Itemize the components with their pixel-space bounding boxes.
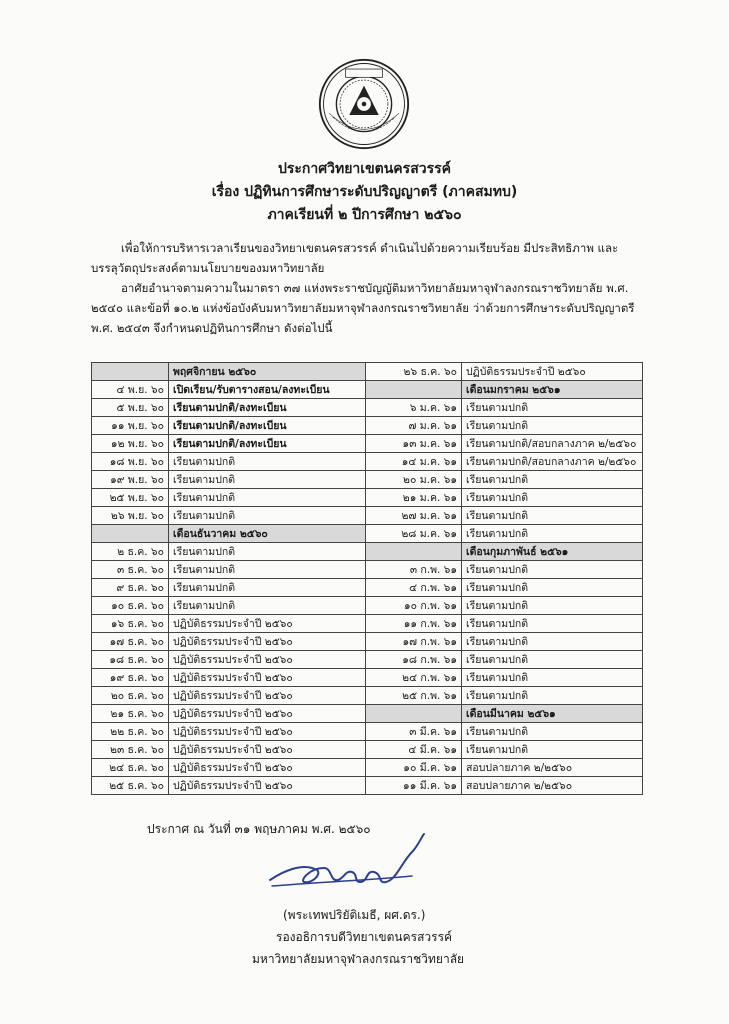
right-date-cell: ๑๗ ก.พ. ๖๑ [366,633,462,651]
right-date-cell: ๗ ม.ค. ๖๑ [366,417,462,435]
left-activity-cell: ปฏิบัติธรรมประจำปี ๒๕๖๐ [169,777,366,795]
right-activity-cell: เรียนตามปกติ [462,741,643,759]
right-date-cell: ๓ มี.ค. ๖๑ [366,723,462,741]
left-activity-cell: ปฏิบัติธรรมประจำปี ๒๕๖๐ [169,651,366,669]
table-row [92,399,643,417]
table-row [92,669,643,687]
left-date-cell: ๒๑ ธ.ค. ๖๐ [92,705,169,723]
left-activity-cell: เรียนตามปกติ [169,471,366,489]
academic-calendar-table [91,362,643,795]
left-date-cell: ๑๑ พ.ย. ๖๐ [92,417,169,435]
right-activity-cell: สอบปลายภาค ๒/๒๕๖๐ [462,777,643,795]
table-row [92,507,643,525]
right-date-cell: ๑๐ มี.ค. ๖๑ [366,759,462,777]
left-activity-cell: เรียนตามปกติ [169,507,366,525]
university-name: มหาวิทยาลัยมหาจุฬาลงกรณราชวิทยาลัย [252,952,465,966]
right-activity-cell: เรียนตามปกติ/สอบกลางภาค ๒/๒๕๖๐ [462,435,643,453]
right-activity-cell: เรียนตามปกติ [462,525,643,543]
intro-line: เพื่อให้การบริหารเวลาเรียนของวิทยาเขตนครสวรรค์ ดำเนินไปด้วยความเรียบร้อย มีประสิทธิภาพ และ [121,241,619,255]
left-activity-cell: ปฏิบัติธรรมประจำปี ๒๕๖๐ [169,723,366,741]
left-date-cell: ๒ ธ.ค. ๖๐ [92,543,169,561]
left-date-cell: ๙ ธ.ค. ๖๐ [92,579,169,597]
right-date-cell [366,705,462,723]
right-date-cell: ๒๐ ม.ค. ๖๑ [366,471,462,489]
left-activity-cell: เรียนตามปกติ/ลงทะเบียน [169,399,366,417]
intro-line: ๒๕๔๐ และข้อที่ ๑๐.๒ แห่งข้อบังคับมหาวิทยาลัยมหาจุฬาลงกรณราชวิทยาลัย ว่าด้วยการศึกษาระดับปริญญาตรี [91,301,635,315]
right-activity-cell: เรียนตามปกติ [462,507,643,525]
right-month-header: เดือนมีนาคม ๒๕๖๑ [462,705,643,723]
right-date-cell: ๒๘ ม.ค. ๖๑ [366,525,462,543]
table-row [92,381,643,399]
left-activity-cell: เรียนตามปกติ [169,489,366,507]
left-activity-cell: ปฏิบัติธรรมประจำปี ๒๕๖๐ [169,705,366,723]
university-seal-logo [318,58,410,150]
right-date-cell: ๒๑ ม.ค. ๖๑ [366,489,462,507]
left-month-header: เดือนธันวาคม ๒๕๖๐ [169,525,366,543]
table-row [92,417,643,435]
table-row [92,651,643,669]
intro-line: พ.ศ. ๒๕๔๓ จึงกำหนดปฏิทินการศึกษา ดังต่อไปนี้ [91,321,333,335]
right-activity-cell: เรียนตามปกติ [462,417,643,435]
announcement-term: ภาคเรียนที่ ๒ ปีการศึกษา ๒๕๖๐ [267,207,462,223]
left-date-cell: ๒๓ ธ.ค. ๖๐ [92,741,169,759]
right-date-cell: ๑๑ ก.พ. ๖๑ [366,615,462,633]
table-row [92,489,643,507]
right-month-header: เดือนกุมภาพันธ์ ๒๕๖๑ [462,543,643,561]
left-date-cell [92,363,169,381]
right-activity-cell: เรียนตามปกติ [462,723,643,741]
left-activity-cell: เปิดเรียน/รับตารางสอน/ลงทะเบียน [169,381,366,399]
table-row [92,777,643,795]
table-row [92,687,643,705]
left-date-cell [92,525,169,543]
left-date-cell: ๒๕ พ.ย. ๖๐ [92,489,169,507]
left-activity-cell: เรียนตามปกติ [169,453,366,471]
calendar-table-body [92,363,643,795]
table-row [92,525,643,543]
intro-line: บรรลุวัตถุประสงค์ตามนโยบายของมหาวิทยาลัย [91,261,325,275]
right-activity-cell: เรียนตามปกติ/สอบกลางภาค ๒/๒๕๖๐ [462,453,643,471]
handwritten-signature [262,832,442,902]
left-date-cell: ๑๙ พ.ย. ๖๐ [92,471,169,489]
left-activity-cell: เรียนตามปกติ [169,561,366,579]
table-row [92,723,643,741]
right-date-cell [366,381,462,399]
right-activity-cell: เรียนตามปกติ [462,633,643,651]
right-activity-cell: เรียนตามปกติ [462,399,643,417]
right-activity-cell: ปฏิบัติธรรมประจำปี ๒๕๖๐ [462,363,643,381]
announcement-date: ประกาศ ณ วันที่ ๓๑ พฤษภาคม พ.ศ. ๒๕๖๐ [147,822,371,836]
left-activity-cell: เรียนตามปกติ/ลงทะเบียน [169,435,366,453]
left-activity-cell: ปฏิบัติธรรมประจำปี ๒๕๖๐ [169,741,366,759]
signer-title: รองอธิการบดีวิทยาเขตนครสวรรค์ [276,930,453,944]
right-date-cell: ๖ ม.ค. ๖๑ [366,399,462,417]
left-activity-cell: ปฏิบัติธรรมประจำปี ๒๕๖๐ [169,633,366,651]
right-activity-cell: เรียนตามปกติ [462,651,643,669]
left-activity-cell: เรียนตามปกติ [169,597,366,615]
right-activity-cell: เรียนตามปกติ [462,579,643,597]
right-activity-cell: เรียนตามปกติ [462,489,643,507]
left-date-cell: ๑๘ พ.ย. ๖๐ [92,453,169,471]
right-date-cell: ๓ ก.พ. ๖๑ [366,561,462,579]
left-activity-cell: เรียนตามปกติ/ลงทะเบียน [169,417,366,435]
right-date-cell: ๑๘ ก.พ. ๖๑ [366,651,462,669]
table-row [92,579,643,597]
right-date-cell: ๔ มี.ค. ๖๑ [366,741,462,759]
left-activity-cell: ปฏิบัติธรรมประจำปี ๒๕๖๐ [169,759,366,777]
right-activity-cell: เรียนตามปกติ [462,561,643,579]
table-row [92,759,643,777]
right-date-cell: ๔ ก.พ. ๖๑ [366,579,462,597]
right-date-cell: ๒๖ ธ.ค. ๖๐ [366,363,462,381]
right-activity-cell: เรียนตามปกติ [462,615,643,633]
left-date-cell: ๒๔ ธ.ค. ๖๐ [92,759,169,777]
left-activity-cell: ปฏิบัติธรรมประจำปี ๒๕๖๐ [169,615,366,633]
table-row [92,453,643,471]
right-date-cell [366,543,462,561]
right-date-cell: ๑๐ ก.พ. ๖๑ [366,597,462,615]
right-date-cell: ๑๔ ม.ค. ๖๑ [366,453,462,471]
left-date-cell: ๔ พ.ย. ๖๐ [92,381,169,399]
left-date-cell: ๑๙ ธ.ค. ๖๐ [92,669,169,687]
left-date-cell: ๑๖ ธ.ค. ๖๐ [92,615,169,633]
intro-line: อาศัยอำนาจตามความในมาตรา ๓๗ แห่งพระราชบัญญัติมหาวิทยาลัยมหาจุฬาลงกรณราชวิทยาลัย พ.ศ. [121,281,629,295]
right-date-cell: ๑๑ มี.ค. ๖๑ [366,777,462,795]
announcement-title: ประกาศวิทยาเขตนครสวรรค์ [277,161,452,177]
right-activity-cell: เรียนตามปกติ [462,669,643,687]
left-date-cell: ๒๖ พ.ย. ๖๐ [92,507,169,525]
left-activity-cell: ปฏิบัติธรรมประจำปี ๒๕๖๐ [169,669,366,687]
right-month-header: เดือนมกราคม ๒๕๖๑ [462,381,643,399]
left-date-cell: ๑๗ ธ.ค. ๖๐ [92,633,169,651]
table-row [92,633,643,651]
right-activity-cell: เรียนตามปกติ [462,471,643,489]
right-activity-cell: เรียนตามปกติ [462,597,643,615]
right-activity-cell: เรียนตามปกติ [462,687,643,705]
table-row [92,741,643,759]
signer-name: (พระเทพปริยัติเมธี, ผศ.ดร.) [283,908,426,922]
left-date-cell: ๒๒ ธ.ค. ๖๐ [92,723,169,741]
table-row [92,705,643,723]
right-date-cell: ๑๓ ม.ค. ๖๑ [366,435,462,453]
intro-paragraph [91,238,643,338]
announcement-subject: เรื่อง ปฏิทินการศึกษาระดับปริญญาตรี (ภาคสมทบ) [211,184,518,200]
table-row [92,561,643,579]
left-date-cell: ๕ พ.ย. ๖๐ [92,399,169,417]
table-row [92,615,643,633]
table-row [92,471,643,489]
right-date-cell: ๒๕ ก.พ. ๖๑ [366,687,462,705]
table-row [92,597,643,615]
left-month-header: พฤศจิกายน ๒๕๖๐ [169,363,366,381]
left-activity-cell: เรียนตามปกติ [169,579,366,597]
table-row [92,435,643,453]
left-date-cell: ๒๕ ธ.ค. ๖๐ [92,777,169,795]
left-activity-cell: เรียนตามปกติ [169,543,366,561]
table-row [92,363,643,381]
left-date-cell: ๑๘ ธ.ค. ๖๐ [92,651,169,669]
table-row [92,543,643,561]
right-date-cell: ๒๔ ก.พ. ๖๑ [366,669,462,687]
left-date-cell: ๒๐ ธ.ค. ๖๐ [92,687,169,705]
right-date-cell: ๒๗ ม.ค. ๖๑ [366,507,462,525]
left-date-cell: ๓ ธ.ค. ๖๐ [92,561,169,579]
left-date-cell: ๑๐ ธ.ค. ๖๐ [92,597,169,615]
left-activity-cell: ปฏิบัติธรรมประจำปี ๒๕๖๐ [169,687,366,705]
right-activity-cell: สอบปลายภาค ๒/๒๕๖๐ [462,759,643,777]
left-date-cell: ๑๒ พ.ย. ๖๐ [92,435,169,453]
